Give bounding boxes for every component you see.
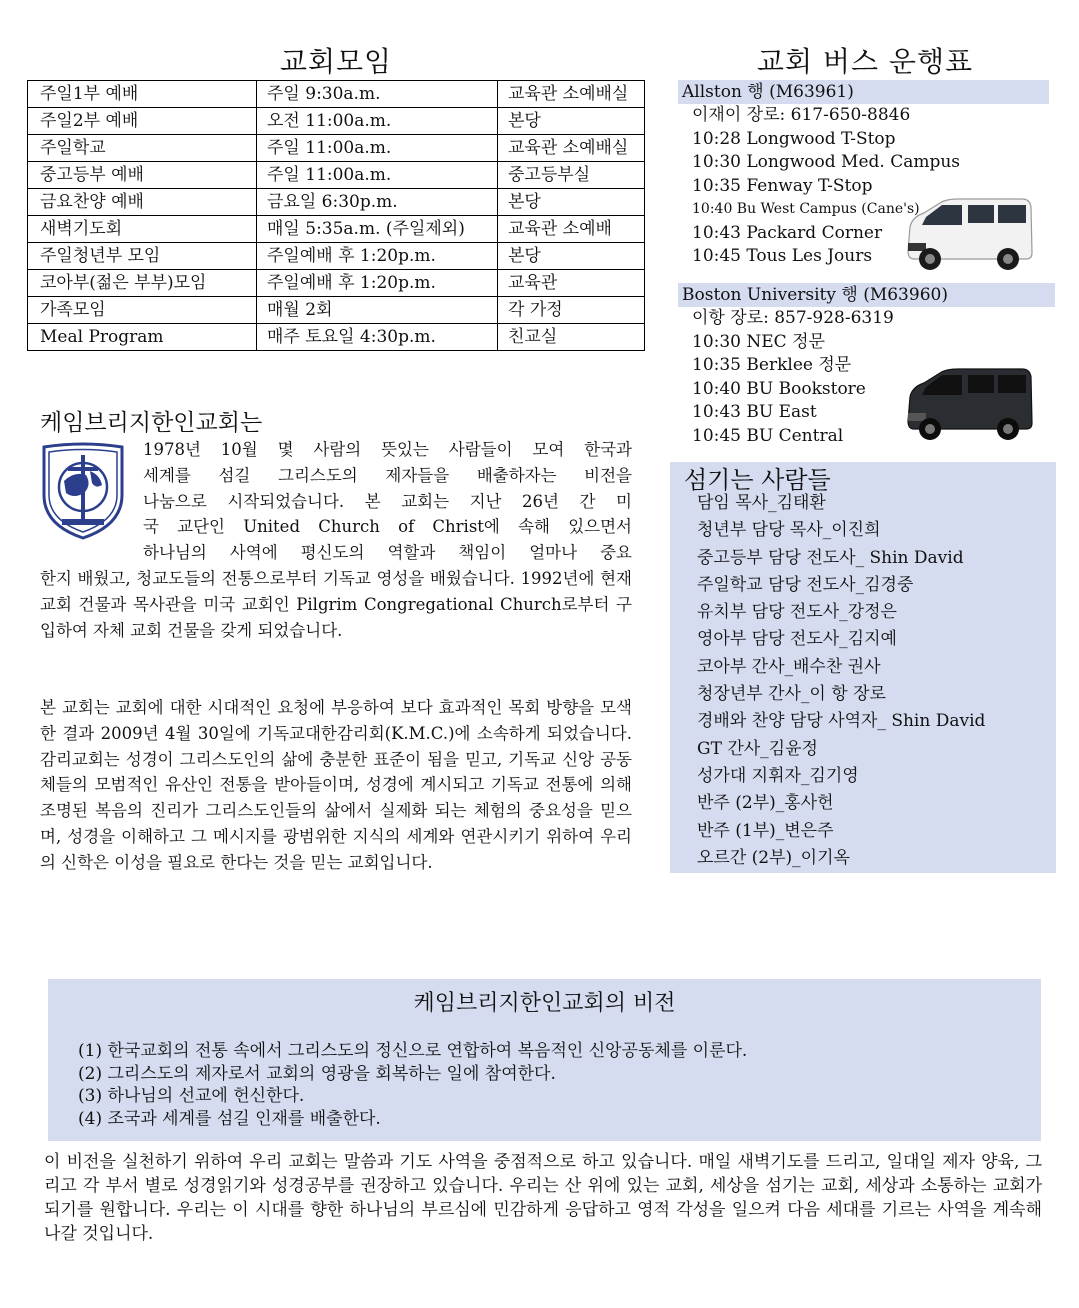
- vision-item: (1) 한국교회의 전통 속에서 그리스도의 정신으로 연합하여 복음적인 신앙공동체를 이룬다.: [78, 1041, 748, 1061]
- about-para2: 본 교회는 교회에 대한 시대적인 요청에 부응하여 보다 효과적인 목회 방향을 모색한 결과 2009년 4월 30일에 기독교대한감리회(K.M.C.)에 소속하게 되었습니다. 감리교회는 성경이 그리스도인의 삶에 충분한 표준이 됨을 믿고, 기독교 신앙 공동체들의 모범적인 유산인 전통을 받아들이며, 성경에 계시되고 기독교 전통에 의해 조명된 복음의 진리가 그리스도인들의 삶에서 실제화 되는 체험의 중요성을 믿으며, 성경을 이해하고 그 메시지를 광범위한 지식의 세계와 연관시키기 위하여 우리의 신학은 이성을 필요로 한다는 것을 믿는 교회입니다.: [40, 698, 632, 872]
- about-line: 국 교단인 United Church of Christ에 속해 있으면서: [143, 517, 632, 537]
- staff-item: 성가대 지휘자_김기영: [697, 765, 859, 786]
- meeting-name: 새벽기도회: [28, 216, 257, 243]
- meeting-name: Meal Program: [28, 324, 257, 351]
- vision-item: (3) 하나님의 선교에 헌신한다.: [78, 1086, 305, 1106]
- bus-stop: 10:45 BU Central: [692, 425, 844, 446]
- meeting-row: [28, 189, 645, 216]
- meeting-row: [28, 243, 645, 270]
- meeting-row: [28, 108, 645, 135]
- vision-closing: 이 비전을 실천하기 위하여 우리 교회는 말씀과 기도 사역을 중점적으로 하고 있습니다. 매일 새벽기도를 드리고, 일대일 제자 양육, 그리고 각 부서 별로 성경읽기와 성경공부를 권장하고 있습니다. 우리는 산 위에 있는 교회, 세상을 섬기는 교회, 세상과 소통하는 교회가 되기를 원합니다. 우리는 이 시대를 향한 하나님의 부르심에 민감하게 응답하고 영적 각성을 일으켜 다음 세대를 기르는 사역을 계속해 나갈 것입니다.: [44, 1152, 1042, 1244]
- bus-stop: 10:30 NEC 정문: [692, 331, 825, 352]
- meeting-place: 친교실: [498, 324, 645, 351]
- vision-item: (4) 조국과 세계를 섬길 인재를 배출한다.: [78, 1108, 381, 1129]
- church-logo: [40, 441, 126, 541]
- bus-stop: 10:28 Longwood T-Stop: [692, 128, 896, 149]
- meeting-name: 주일학교: [28, 135, 257, 162]
- route-header-allston: Allston 행 (M63961): [678, 80, 1049, 104]
- bus-stop: 10:45 Tous Les Jours: [692, 246, 873, 266]
- staff-item: 반주 (2부)_홍사헌: [697, 793, 834, 814]
- meeting-name: 주일청년부 모임: [28, 243, 257, 270]
- staff-item: 경배와 찬양 담당 사역자_ Shin David: [697, 711, 986, 732]
- meeting-row: [28, 216, 645, 243]
- bus-stop: 10:43 BU East: [692, 402, 817, 422]
- bus-stop: 10:35 Fenway T-Stop: [692, 175, 873, 196]
- meeting-time: 주일예배 후 1:20p.m.: [257, 243, 498, 270]
- meeting-row: [28, 297, 645, 324]
- meeting-row: [28, 324, 645, 351]
- about-para1-rest: 한지 배웠고, 청교도들의 전통으로부터 기독교 영성을 배웠습니다. 1992년에 현재 교회 건물과 목사관을 미국 교회인 Pilgrim Congregational Church로부터 구입하여 자체 교회 건물을 갖게 되었습니다.: [40, 569, 632, 640]
- meeting-place: 각 가정: [498, 297, 645, 324]
- meeting-name: 금요찬양 예배: [28, 189, 257, 216]
- black-van-image: [902, 367, 1034, 445]
- meetings-table: [27, 80, 645, 351]
- vision-list: [78, 1040, 747, 1130]
- staff-item: 유치부 담당 전도사_강정은: [697, 602, 897, 623]
- meeting-time: 매주 토요일 4:30p.m.: [257, 324, 498, 351]
- white-van-image: [900, 195, 1035, 275]
- about-line: 나눔으로 시작되었습니다. 본 교회는 지난 26년 간 미: [143, 491, 632, 511]
- meeting-name: 가족모임: [28, 297, 257, 324]
- bus-title: 교회 버스 운행표: [756, 45, 974, 78]
- staff-list: [697, 490, 985, 872]
- staff-item: 청장년부 간사_이 항 장로: [697, 684, 886, 705]
- meeting-time: 금요일 6:30p.m.: [257, 189, 498, 216]
- bus-stop: 10:35 Berklee 정문: [692, 355, 852, 375]
- meeting-time: 주일 11:00a.m.: [257, 135, 498, 162]
- staff-item: 주일학교 담당 전도사_김경중: [697, 574, 914, 595]
- meeting-place: 교육관 소예배실: [498, 135, 645, 162]
- meeting-time: 주일 11:00a.m.: [257, 162, 498, 189]
- meeting-time: 오전 11:00a.m.: [257, 108, 498, 135]
- meeting-row: [28, 81, 645, 108]
- meeting-name: 중고등부 예배: [28, 162, 257, 189]
- route-stops-bu: [692, 307, 894, 448]
- staff-item: 오르간 (2부)_이기옥: [697, 847, 850, 868]
- vision-item: (2) 그리스도의 제자로서 교회의 영광을 회복하는 일에 참여한다.: [78, 1063, 556, 1084]
- staff-item: 코아부 간사_배수찬 권사: [697, 656, 881, 677]
- meeting-place: 본당: [498, 243, 645, 270]
- about-line: 세계를 섬길 그리스도의 제자들을 배출하자는 비전을: [143, 465, 632, 485]
- meeting-place: 교육관: [498, 270, 645, 297]
- staff-title: 섬기는 사람들: [684, 466, 831, 494]
- meeting-time: 매일 5:35a.m. (주일제외): [257, 216, 498, 243]
- meeting-time: 매월 2회: [257, 297, 498, 324]
- bus-stop: 10:43 Packard Corner: [692, 222, 883, 243]
- bus-stop: 10:30 Longwood Med. Campus: [692, 152, 961, 172]
- meeting-row: [28, 162, 645, 189]
- staff-item: 중고등부 담당 전도사_ Shin David: [697, 547, 964, 568]
- bus-stop: 10:40 BU Bookstore: [692, 378, 866, 399]
- meeting-name: 주일2부 예배: [28, 108, 257, 135]
- meeting-time: 주일예배 후 1:20p.m.: [257, 270, 498, 297]
- meeting-name: 코아부(젊은 부부)모임: [28, 270, 257, 297]
- about-title: 케임브리지한인교회는: [40, 410, 263, 436]
- bus-stop: 10:40 Bu West Campus (Cane's): [692, 201, 920, 217]
- staff-item: 반주 (1부)_변은주: [697, 820, 834, 841]
- staff-item: GT 간사_김윤정: [697, 738, 818, 759]
- route-header-bu: Boston University 행 (M63960): [678, 283, 1055, 307]
- meeting-row: [28, 270, 645, 297]
- meetings-title: 교회모임: [279, 45, 393, 78]
- about-line: 하나님의 사역에 평신도의 역할과 책임이 얼마나 중요: [143, 543, 632, 563]
- route-contact: 이항 장로: 857-928-6319: [692, 308, 894, 328]
- meeting-place: 본당: [498, 189, 645, 216]
- meeting-time: 주일 9:30a.m.: [257, 81, 498, 108]
- meeting-place: 교육관 소예배실: [498, 81, 645, 108]
- meeting-row: [28, 135, 645, 162]
- meeting-place: 본당: [498, 108, 645, 135]
- meeting-name: 주일1부 예배: [28, 81, 257, 108]
- staff-item: 담임 목사_김태환: [697, 493, 826, 513]
- staff-item: 영아부 담당 전도사_김지예: [697, 629, 897, 650]
- about-line: 1978년 10월 몇 사람의 뜻있는 사람들이 모여 한국과: [143, 440, 632, 459]
- route-contact: 이재이 장로: 617-650-8846: [692, 105, 911, 125]
- staff-item: 청년부 담당 목사_이진희: [697, 520, 881, 541]
- vision-title: 케임브리지한인교회의 비전: [413, 991, 676, 1016]
- about-para1-wrapped: [143, 437, 632, 566]
- meeting-place: 중고등부실: [498, 162, 645, 189]
- meeting-place: 교육관 소예배: [498, 216, 645, 243]
